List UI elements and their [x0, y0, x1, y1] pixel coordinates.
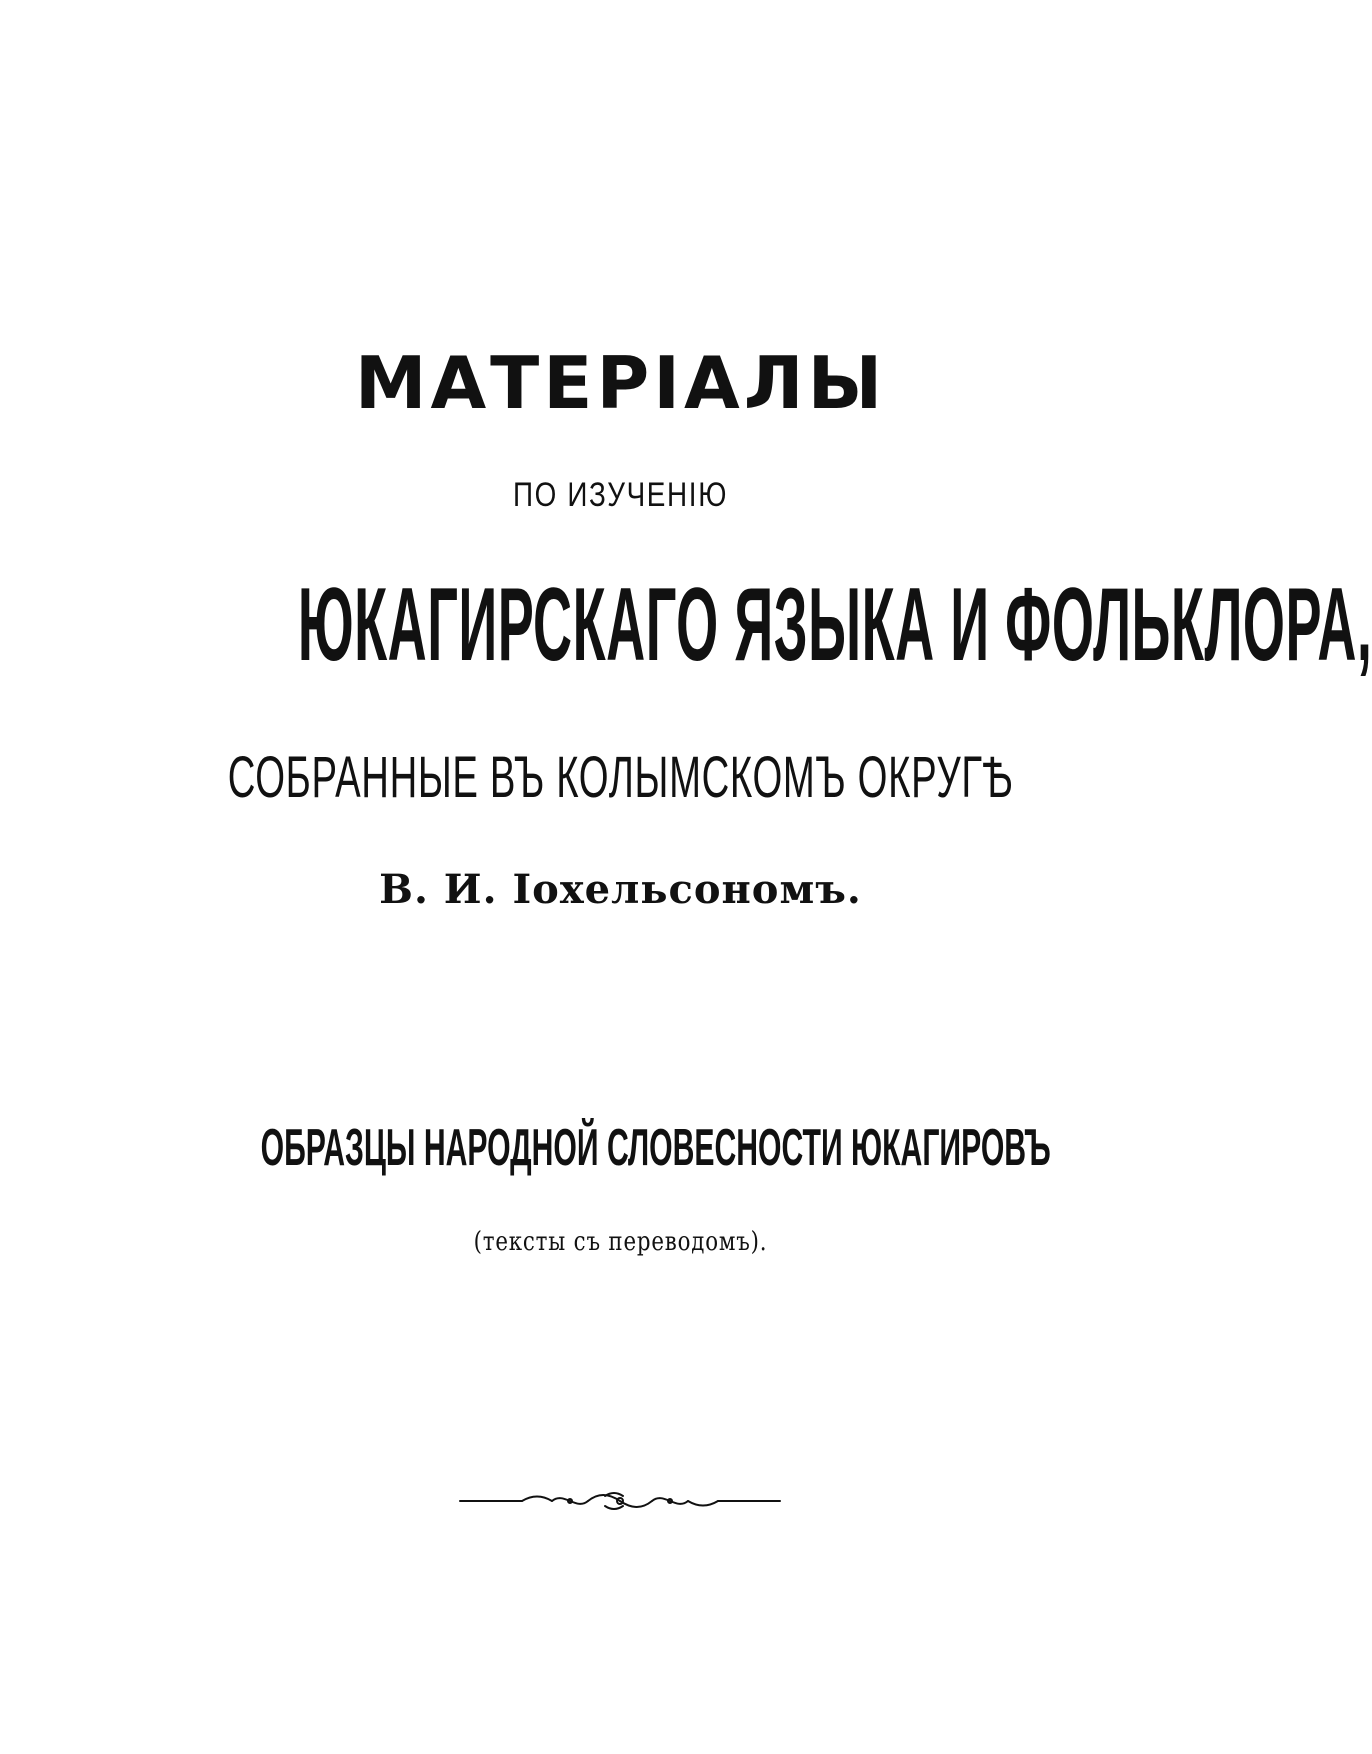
collection-location: СОБРАННЫЕ ВЪ КОЛЫМСКОМЪ ОКРУГѢ [227, 745, 1014, 810]
main-heading: ЮКАГИРСКАГО ЯЗЫКА И ФОЛЬКЛОРА, [297, 567, 1372, 683]
title-subheading: ПО ИЗУЧЕНІЮ [512, 476, 729, 514]
decorative-rule-ornament-icon [460, 1486, 780, 1516]
author-line: В. И. Іохельсономъ. [379, 866, 862, 913]
section-heading: ОБРАЗЦЫ НАРОДНОЙ СЛОВЕСНОСТИ ЮКАГИРОВЪ [260, 1119, 1051, 1177]
section-note: (тексты съ переводомъ). [473, 1227, 768, 1257]
book-title: МАТЕРІАЛЫ [354, 341, 887, 425]
